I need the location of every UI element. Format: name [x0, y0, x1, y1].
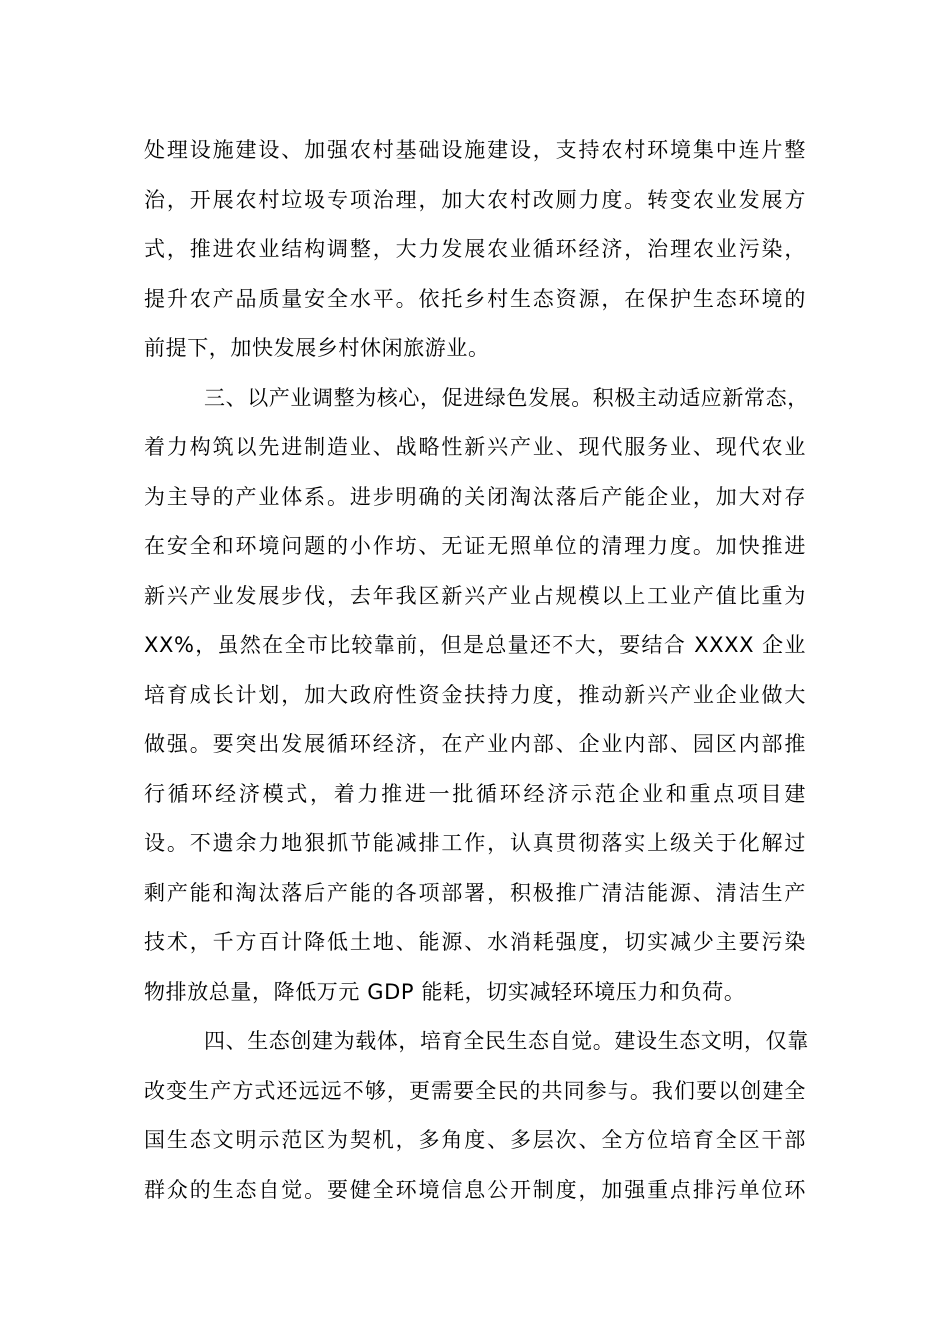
text-line: 着力构筑以先进制造业、战略性新兴产业、现代服务业、现代农业 [144, 435, 806, 459]
text-line: 国生态文明示范区为契机，多角度、多层次、全方位培育全区干部 [144, 1128, 806, 1152]
paragraph-rural-environment [144, 126, 806, 374]
paragraph-section-three [144, 374, 809, 1018]
text-line: 技术，千方百计降低土地、能源、水消耗强度，切实减少主要污染 [144, 930, 806, 954]
text-line: 改变生产方式还远远不够，更需要全民的共同参与。我们要以创建全 [144, 1078, 806, 1103]
document-body [144, 126, 809, 1215]
text-line: XX%，虽然在全市比较靠前，但是总量还不大，要结合 XXXX 企业 [144, 633, 806, 657]
text-line: 四、生态创建为载体，培育全民生态自觉。建设生态文明，仅靠 [204, 1029, 809, 1053]
text-line: 剩产能和淘汰落后产能的各项部署，积极推广清洁能源、清洁生产 [144, 880, 806, 905]
text-line: 为主导的产业体系。进步明确的关闭淘汰落后产能企业，加大对存 [144, 484, 806, 509]
text-line: 新兴产业发展步伐，去年我区新兴产业占规模以上工业产值比重为 [144, 583, 806, 608]
text-line: 式，推进农业结构调整，大力发展农业循环经济，治理农业污染， [144, 237, 806, 261]
text-line: 培育成长计划，加大政府性资金扶持力度，推动新兴产业企业做大 [144, 682, 806, 707]
text-line: 三、以产业调整为核心，促进绿色发展。积极主动适应新常态， [204, 385, 809, 410]
text-line: 在安全和环境问题的小作坊、无证无照单位的清理力度。加快推进 [144, 534, 806, 558]
text-line: 前提下，加快发展乡村休闲旅游业。 [144, 336, 490, 360]
text-line: 提升农产品质量安全水平。依托乡村生态资源，在保护生态环境的 [144, 286, 806, 311]
paragraph-section-four [144, 1017, 809, 1215]
text-line: 处理设施建设、加强农村基础设施建设，支持农村环境集中连片整 [144, 138, 806, 162]
text-line: 治，开展农村垃圾专项治理，加大农村改厕力度。转变农业发展方 [144, 187, 806, 212]
text-line: 物排放总量，降低万元 GDP 能耗，切实减轻环境压力和负荷。 [144, 979, 746, 1004]
text-line: 设。不遗余力地狠抓节能减排工作，认真贯彻落实上级关于化解过 [144, 831, 806, 855]
text-line: 做强。要突出发展循环经济，在产业内部、企业内部、园区内部推 [144, 732, 806, 756]
text-line: 行循环经济模式，着力推进一批循环经济示范企业和重点项目建 [144, 781, 806, 806]
text-line: 群众的生态自觉。要健全环境信息公开制度，加强重点排污单位环 [144, 1177, 806, 1202]
